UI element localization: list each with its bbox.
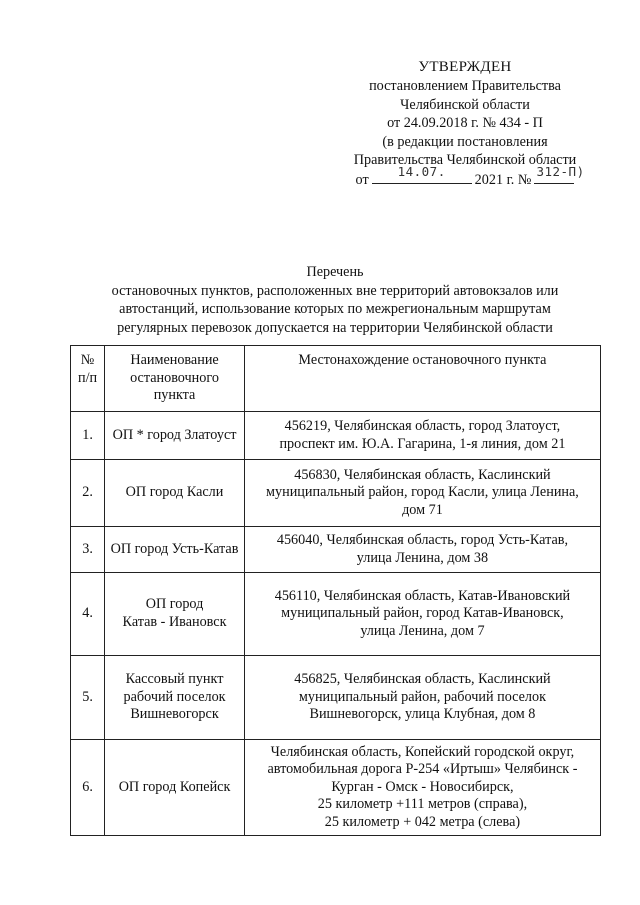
row-location: 456040, Челябинская область, город Усть-Катав, улица Ленина, дом 38 [244,527,600,573]
header-number: № п/п [71,346,105,412]
table-row [71,527,601,573]
table-header-row [71,346,601,412]
row-name: ОП город Катав - Ивановск [105,573,245,656]
row-location: 456110, Челябинская область, Катав-Ивановский муниципальный район, город Катав-Ивановск, улица Ленина, дом 7 [244,573,600,656]
row-number: 4. [71,573,105,656]
table-row [71,656,601,740]
table-row [71,573,601,656]
amendment-date-line [355,164,585,189]
heading-line: автостанций, использование которых по межрегиональным маршрутам [119,301,551,318]
row-number: 2. [71,460,105,527]
document-heading [70,263,600,337]
handwritten-number: 312-П) [536,164,585,180]
row-name: ОП город Касли [105,460,245,527]
row-location: 456825, Челябинская область, Каслинский муниципальный район, рабочий поселок Вишневогорск, улица Клубная, дом 8 [244,656,600,740]
header-location: Местонахождение остановочного пункта [244,346,600,412]
approval-block [330,58,600,190]
table-row [71,412,601,460]
row-name: ОП город Усть-Катав [105,527,245,573]
date-blank [372,164,472,184]
heading-title: Перечень [306,264,364,280]
row-location: 456219, Челябинская область, город Златоуст, проспект им. Ю.А. Гагарина, 1-я линия, дом 21 [244,412,600,460]
row-number: 1. [71,412,105,460]
row-location: 456830, Челябинская область, Каслинский муниципальный район, город Касли, улица Ленина, дом 71 [244,460,600,527]
date-year: 2021 г. № [474,172,532,189]
handwritten-date: 14.07. [397,164,446,180]
table-row [71,460,601,527]
heading-line: остановочных пунктов, расположенных вне территорий автовокзалов или [111,282,559,299]
approval-line: постановлением Правительства [369,78,561,95]
row-number: 3. [71,527,105,573]
approval-line: Правительства Челябинской области [353,152,577,169]
date-prefix: от [355,172,369,189]
header-name: Наименование остановочного пункта [105,346,245,412]
row-name: Кассовый пункт рабочий поселок Вишневогорск [105,656,245,740]
row-name: ОП * город Златоуст [105,412,245,460]
heading-line: регулярных перевозок допускается на территории Челябинской области [117,319,553,336]
approval-line: (в редакции постановления [382,133,548,150]
table-row [71,740,601,836]
approval-line: от 24.09.2018 г. № 434 - П [387,115,543,132]
row-name: ОП город Копейск [105,740,245,836]
row-number: 5. [71,656,105,740]
row-location: Челябинская область, Копейский городской округ, автомобильная дорога Р-254 «Иртыш» Челябинск - Курган - Омск - Новосибирск, 25 километр +111 метров (справа), 25 километр + 042 метра (слева) [244,740,600,836]
approval-title: УТВЕРЖДЕН [418,59,512,75]
approval-line: Челябинской области [400,96,530,113]
number-blank [534,164,585,184]
stops-table [70,345,601,836]
row-number: 6. [71,740,105,836]
